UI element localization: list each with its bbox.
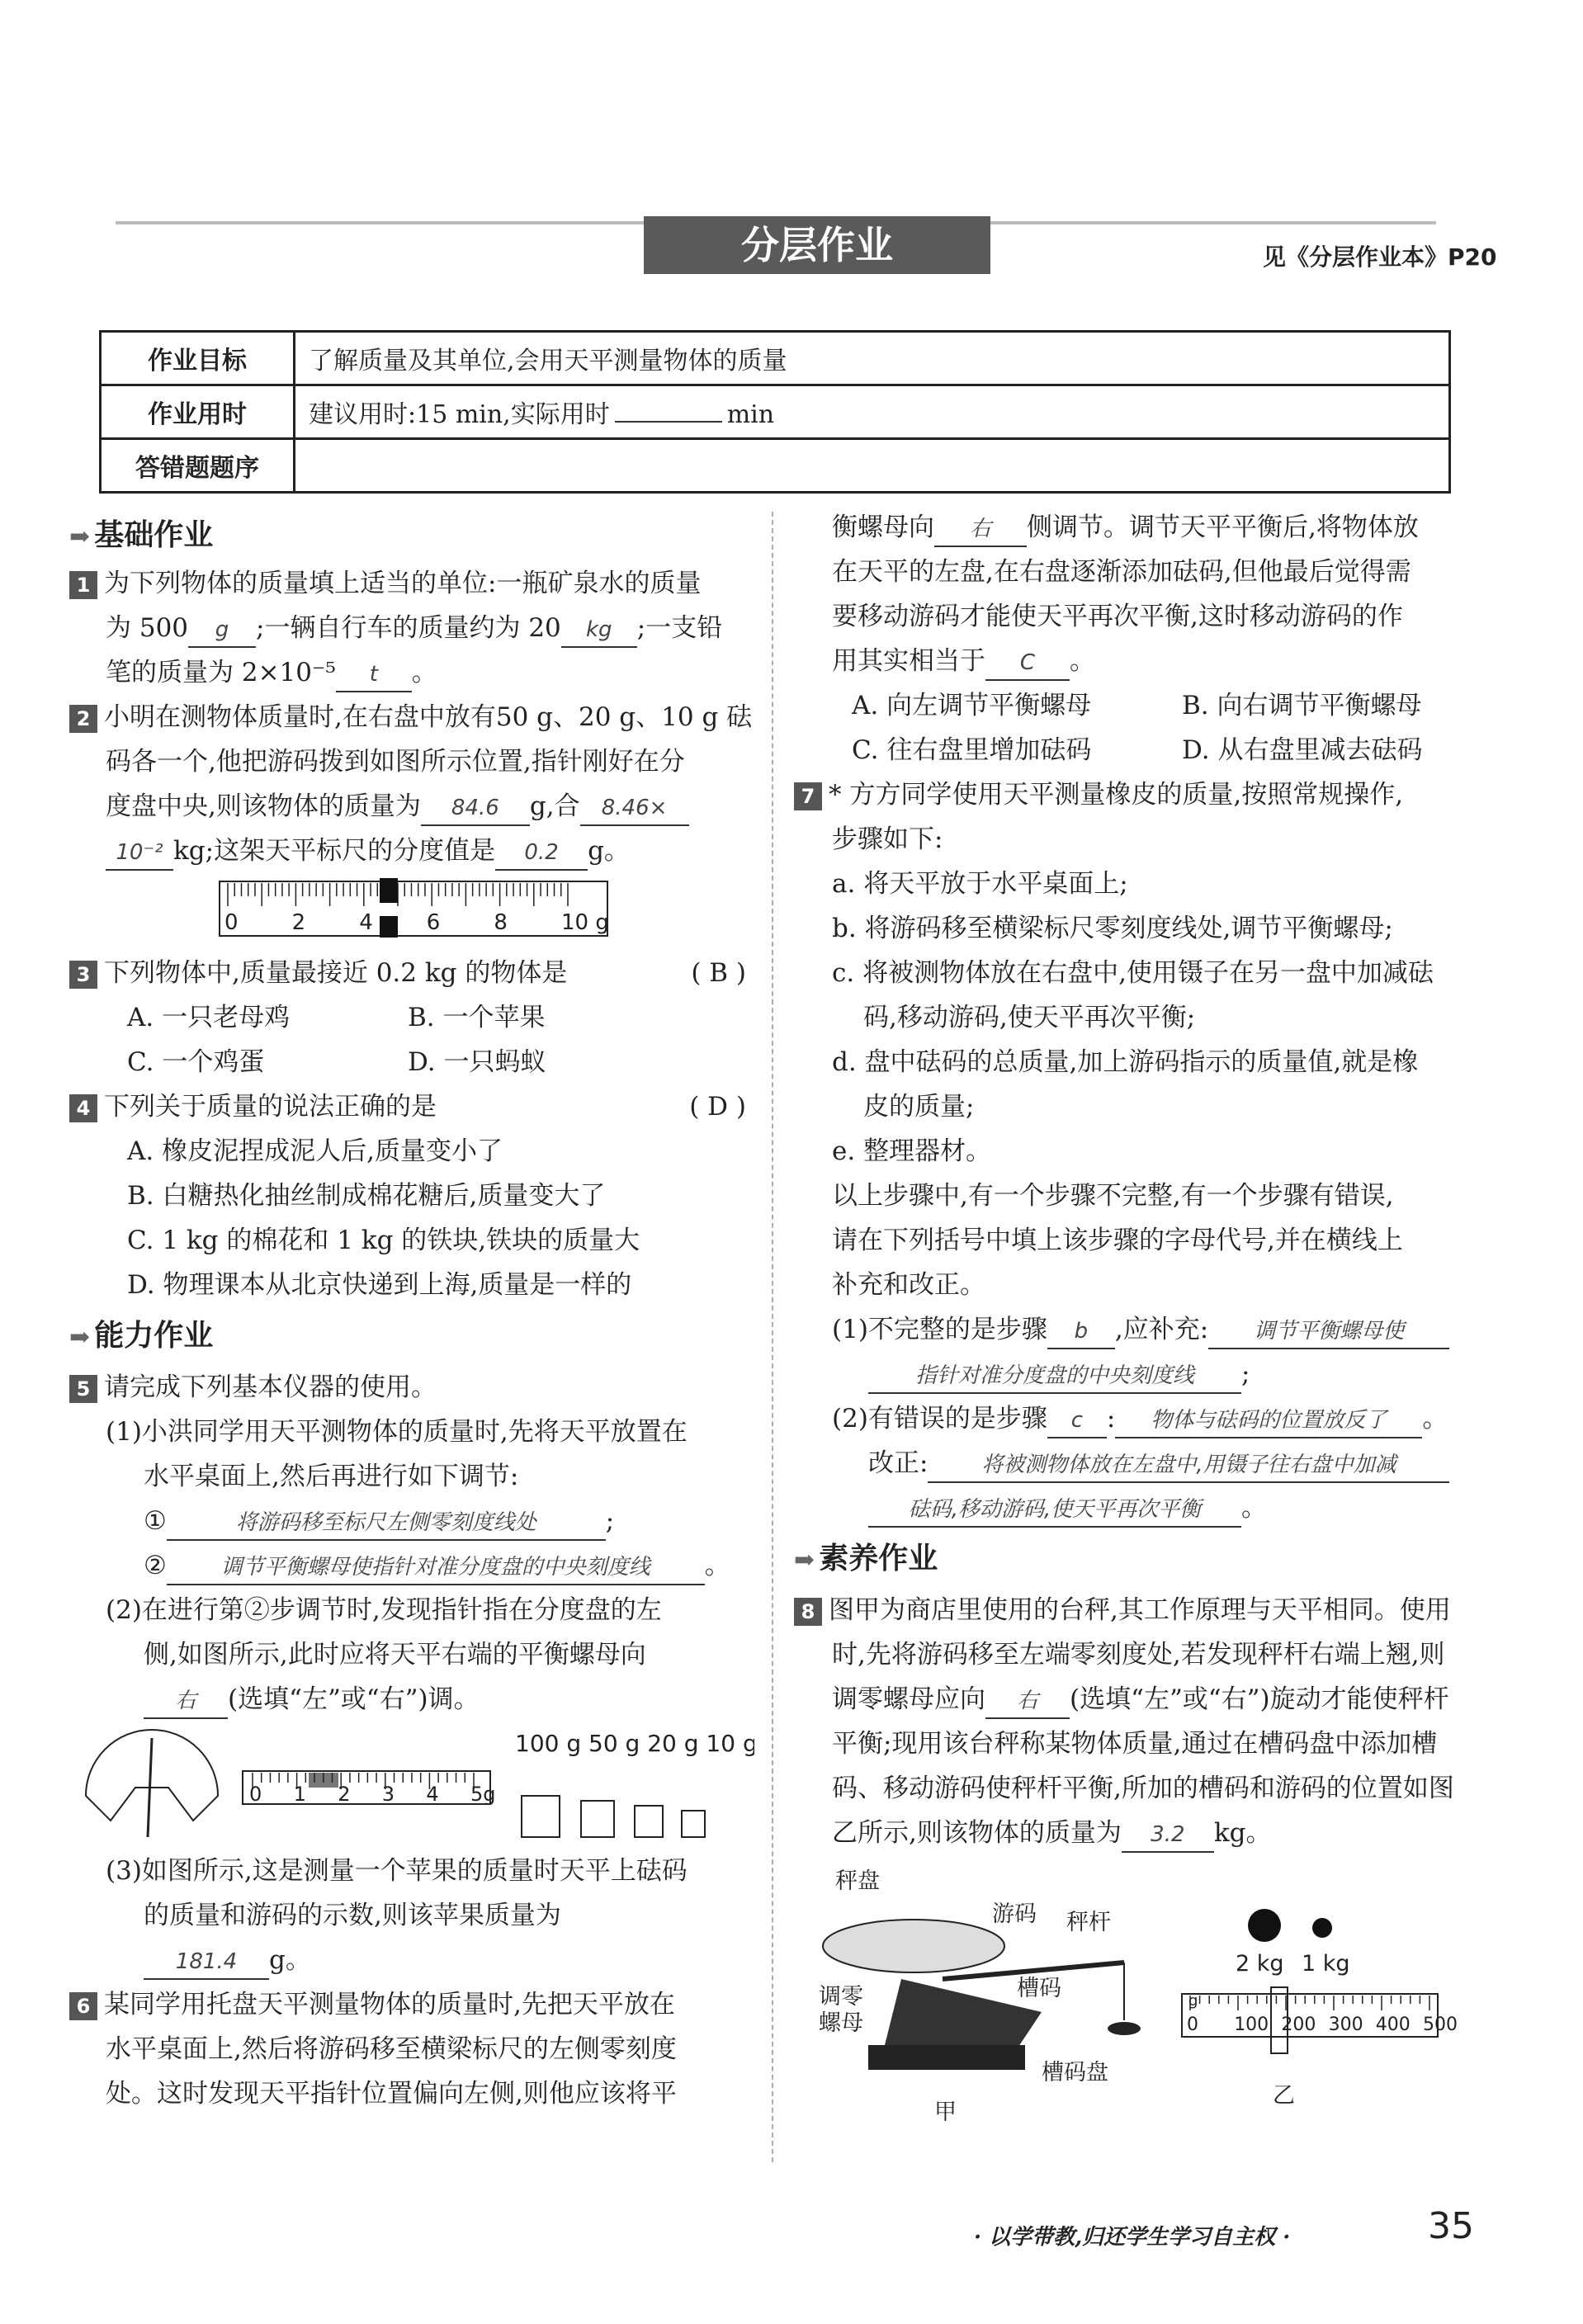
q8-platform-scale-figure — [794, 1855, 1487, 2136]
ruler-label: 0 — [249, 1783, 262, 1806]
q5-balance-figure — [69, 1722, 754, 1845]
answer-blank: 指针对准分度盘的中央刻度线 — [868, 1359, 1241, 1394]
ruler-label: 1 — [293, 1783, 306, 1806]
footer-slogan: · 以学带教,归还学生学习自主权 · — [974, 2225, 1291, 2250]
ruler-label: 200 — [1281, 2015, 1316, 2035]
unit-g: g — [1188, 1992, 1198, 2010]
answer-choice: ( D ) — [689, 1092, 746, 1122]
question-number: 6 — [69, 1992, 97, 2020]
section-literacy: ➡ 素养作业 — [794, 1542, 938, 1575]
answer-blank: 181.4 — [144, 1945, 269, 1980]
q2-ruler-figure — [69, 873, 754, 947]
answer-blank: 砝码,移动游码,使天平再次平衡 — [868, 1493, 1241, 1528]
column-divider — [772, 512, 773, 2162]
answer-blank: 物体与砝码的位置放反了 — [1115, 1404, 1422, 1438]
ruler-label: 4 — [426, 1783, 439, 1806]
weights-label: 100 g 50 g 20 g 10 g — [515, 1730, 754, 1757]
ruler-label: 0 — [224, 910, 239, 935]
answer-blank: c — [1047, 1404, 1107, 1438]
page-title: 分层作业 — [741, 223, 893, 267]
arrow-icon: ➡ — [69, 522, 91, 551]
answer-blank: 将游码移至标尺左侧零刻度线处 — [167, 1506, 606, 1541]
label-slot-weight: 槽码 — [1017, 1976, 1061, 2001]
answer-blank: 10⁻² — [106, 836, 173, 871]
ruler-label: 300 — [1328, 2015, 1363, 2035]
arrow-icon: ➡ — [794, 1546, 815, 1575]
label-zero-nut: 调零 — [819, 1984, 863, 2010]
figure-label-a: 甲 — [934, 2100, 957, 2125]
q1-line1: 1 为下列物体的质量填上适当的单位:一瓶矿泉水的质量 — [69, 561, 754, 606]
figure-label-b: 乙 — [1273, 2083, 1295, 2109]
ruler-label: 3 — [381, 1783, 395, 1806]
table-row: 作业用时 建议用时:15 min,实际用时 min — [101, 385, 1450, 439]
answer-blank: kg — [561, 613, 637, 648]
label-zero-nut-2: 螺母 — [819, 2010, 863, 2036]
ruler-label: 2 — [338, 1783, 351, 1806]
ruler-label: 500 — [1423, 2015, 1458, 2035]
ruler-label: 5g — [470, 1783, 496, 1806]
label-slot-pan: 槽码盘 — [1042, 2060, 1108, 2085]
label-pan: 秤盘 — [835, 1868, 880, 1894]
question-number: 2 — [69, 705, 97, 733]
answer-blank: 0.2 — [495, 836, 588, 871]
question-number: 8 — [794, 1598, 822, 1626]
question-number: 5 — [69, 1375, 97, 1403]
ruler-label: 10 g — [561, 910, 609, 935]
answer-blank: t — [336, 658, 412, 692]
answer-blank: b — [1047, 1315, 1115, 1349]
homework-meta-table — [99, 330, 1451, 494]
ruler-label: 400 — [1375, 2015, 1411, 2035]
table-row: 答错题题序 — [101, 439, 1450, 493]
label-rider: 游码 — [992, 1901, 1037, 1927]
arrow-icon: ➡ — [69, 1323, 91, 1352]
ruler-label: 6 — [426, 910, 441, 935]
left-column: ➡ 基础作业 1 为下列物体的质量填上适当的单位:一瓶矿泉水的质量 为 500 g ;一辆自行车的质量约为 20 kg ;一支铅 笔的质量为 2×10⁻⁵ t 。 2 小明在测物体质量时,在右盘中放有50 g、20 g、10 g 砝 码各一个,他把游码拨到如图所示位置,指针刚好在分 度盘中央,则该物体的质量为 84.6 g,合 8.46× 10⁻² kg;这架天平标尺的分度值是 0.2 g。 0 2 4 6 8 10 g 3 下列物体中,质量最接近 0.2 kg 的物体是 ( B ) A. 一只老母鸡 B. 一个苹果 C. 一个鸡蛋 D. 一只蚂蚁 4 下列关于质量的说法正确的是 ( D ) A. 橡皮泥捏成泥人后,质量变小了 B. 白糖热化抽丝制成棉花糖后,质量变大了 C. 1 kg 的棉花和 1 kg 的铁块,铁块的质量大 D. 物理课本从北京快递到上海,质量是一样的 ➡ 能力作业 5 请完成下列基本仪器的使用。 (1)小洪同学用天平测物体的质量时,先将天平放置在 水平桌面上,然后再进行如下调节: ① 将游码移至标尺左侧零刻度线处 ; ② 调节平衡螺母使指针对准分度盘的中央刻度线 。 (2)在进行第②步调节时,发现指针指在分度盘的左 侧,如图所示,此时应将天平右端的平衡螺母向 右 (选填“左”或“右”)调。 0 1 2 3 4 5g 100 g 50 g 20 g 10 g (3)如图所示,这是测量一个苹果的质量时天平上砝码 的质量和游码的示数,则该苹果质量为 181.4 g。 6 某同学用托盘天平测量物体的质量时,先把天平放在 水平桌面上,然后将游码移至横梁标尺的左侧零刻度 处。这时发现天平指针位置偏向左侧,则他应该将平 — [69, 512, 754, 2116]
answer-blank: 调节平衡螺母使指针对准分度盘的中央刻度线 — [167, 1551, 705, 1585]
right-column: 衡螺母向 右 侧调节。调节天平平衡后,将物体放 在天平的左盘,在右盘逐渐添加砝码,但他最后觉得需 要移动游码才能使天平再次平衡,这时移动游码的作 用其实相当于 C 。 A. 向左调节平衡螺母 B. 向右调节平衡螺母 C. 往右盘里增加砝码 D. 从右盘里减去砝码 7 * 方方同学使用天平测量橡皮的质量,按照常规操作, 步骤如下: a. 将天平放于水平桌面上; b. 将游码移至横梁标尺零刻度线处,调节平衡螺母; c. 将被测物体放在右盘中,使用镊子在另一盘中加减砝 码,移动游码,使天平再次平衡; d. 盘中砝码的总质量,加上游码指示的质量值,就是橡 皮的质量; e. 整理器材。 以上步骤中,有一个步骤不完整,有一个步骤有错误, 请在下列括号中填上该步骤的字母代号,并在横线上 补充和改正。 (1)不完整的是步骤 b ,应补充: 调节平衡螺母使 指针对准分度盘的中央刻度线 ; (2)有错误的是步骤 c : 物体与砝码的位置放反了 。 改正: 将被测物体放在左盘中,用镊子往右盘中加减 砝码,移动游码,使天平再次平衡 。 ➡ 素养作业 8 图甲为商店里使用的台秤,其工作原理与天平相同。使用 时,先将游码移至左端零刻度处,若发现秤杆右端上翘,则 调零螺母应向 右 (选填“左”或“右”)旋动才能使秤杆 平衡;现用该台秤称某物体质量,通过在槽码盘中添加槽 码、移动游码使秤杆平衡,所加的槽码和游码的位置如图 乙所示,则该物体的质量为 3.2 kg。 秤盘 游码 秤杆 槽码 调零 螺母 槽码盘 甲 2 kg 1 kg g 0 100 200 300 400 500 乙 — [794, 505, 1487, 2139]
ruler-label: 8 — [494, 910, 508, 935]
question-number: 7 — [794, 782, 822, 810]
answer-choice: ( B ) — [691, 958, 746, 988]
ruler-label: 0 — [1187, 2015, 1198, 2035]
answer-blank: 调节平衡螺母使 — [1208, 1315, 1449, 1349]
ruler-label: 4 — [359, 910, 373, 935]
answer-blank: 84.6 — [421, 791, 530, 826]
weight-2kg: 2 kg — [1236, 1951, 1284, 1977]
question-number: 3 — [69, 961, 97, 989]
answer-blank: 右 — [985, 1684, 1070, 1719]
answer-blank: 右 — [934, 513, 1027, 547]
header-ref: 见《分层作业本》P20 — [1263, 243, 1497, 271]
page-number: 35 — [1428, 2205, 1474, 2247]
label-beam: 秤杆 — [1066, 1910, 1111, 1935]
answer-blank: 3.2 — [1122, 1818, 1214, 1853]
section-basic: ➡ 基础作业 — [69, 518, 214, 552]
ruler-label: 2 — [291, 910, 306, 935]
header-title-box — [644, 216, 990, 274]
question-number: 1 — [69, 571, 97, 599]
weight-1kg: 1 kg — [1302, 1951, 1350, 1977]
answer-blank: 右 — [144, 1684, 228, 1719]
section-ability: ➡ 能力作业 — [69, 1319, 214, 1353]
ruler-label: 100 — [1234, 2015, 1269, 2035]
answer-blank: 8.46× — [580, 791, 689, 826]
table-row: 作业目标 了解质量及其单位,会用天平测量物体的质量 — [101, 332, 1450, 385]
question-number: 4 — [69, 1094, 97, 1122]
answer-blank: C — [985, 646, 1070, 681]
answer-blank: 将被测物体放在左盘中,用镊子往右盘中加减 — [928, 1448, 1449, 1483]
answer-blank: g — [188, 613, 256, 648]
